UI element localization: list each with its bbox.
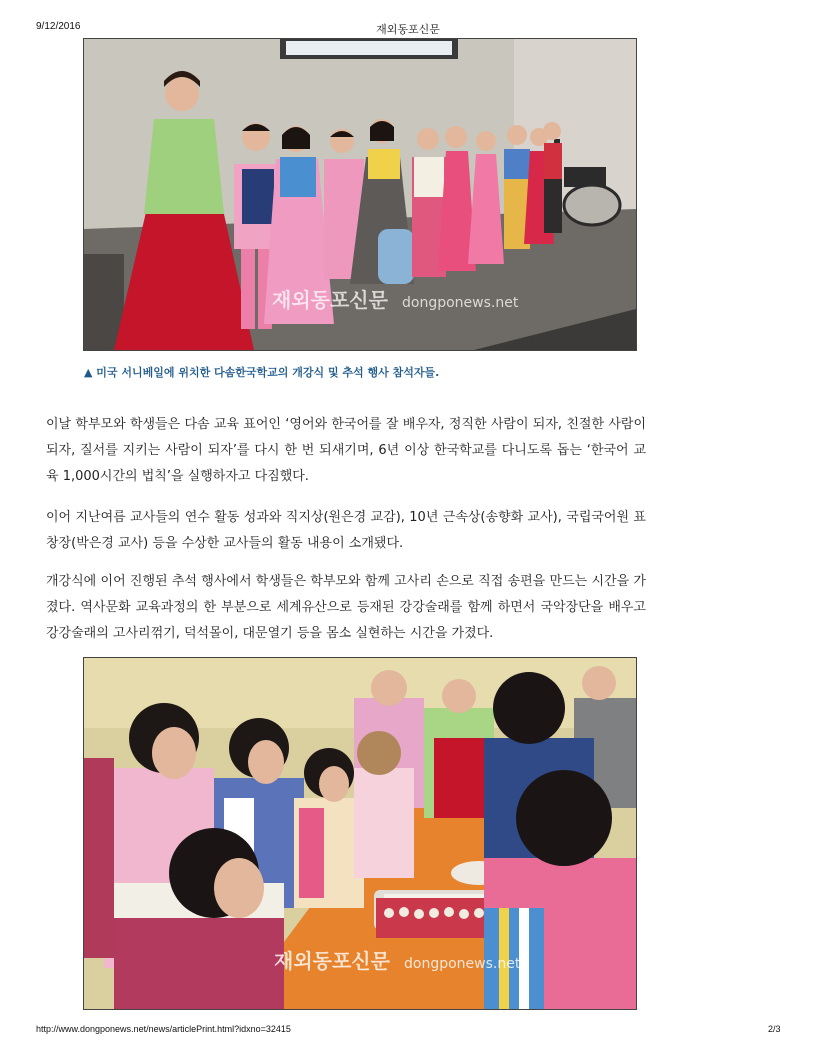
article-paragraph: 개강식에 이어 진행된 추석 행사에서 학생들은 학부모와 함께 고사리 손으로 직접 송편을 만드는 시간을 가졌다. 역사문화 교육과정의 한 부분으로 세계유산으로 등재된 강강술래를 함께 하면서 국악장단을 배우고 강강술래의 고사리꺾기, 덕석몰이, 대문열기 등을 몸소 실현하는 시간을 가졌다. — [46, 574, 646, 641]
article-paragraph: 이날 학부모와 학생들은 다솜 교육 표어인 ‘영어와 한국어를 잘 배우자, 정직한 사람이 되자, 친절한 사람이 되자, 질서를 지키는 사람이 되자’를 다시 한 번 되새기며, 6년 이상 한국학교를 다니도록 돕는 ‘한국어 교육 1,000시간의 법칙’을 실행하자고 다짐했다. — [46, 417, 646, 484]
article-paragraph: 이어 지난여름 교사들의 연수 활동 성과와 직지상(원은경 교감), 10년 근속상(송향화 교사), 국립국어원 표창장(박은경 교사) 등을 수상한 교사들의 활동 내용이 소개됐다. — [46, 510, 646, 551]
page-title: 재외동포신문 — [376, 23, 440, 36]
photo-songpyeon-making — [83, 657, 637, 1010]
photo-watermark: 재외동포신문 — [272, 288, 388, 312]
photo-caption: ▲ 미국 서니베일에 위치한 다솜한국학교의 개강식 및 추석 행사 참석자들. — [84, 366, 440, 379]
page-number: 2/3 — [768, 1024, 781, 1034]
photo-watermark-url: dongponews.net — [402, 295, 519, 311]
photo-watermark: 재외동포신문 — [274, 949, 390, 973]
photo-opening-ceremony — [83, 38, 637, 351]
photo-watermark-url: dongponews.net — [404, 956, 521, 972]
print-date: 9/12/2016 — [36, 21, 81, 32]
footer-url: http://www.dongponews.net/news/articlePrint.html?idxno=32415 — [36, 1024, 291, 1034]
